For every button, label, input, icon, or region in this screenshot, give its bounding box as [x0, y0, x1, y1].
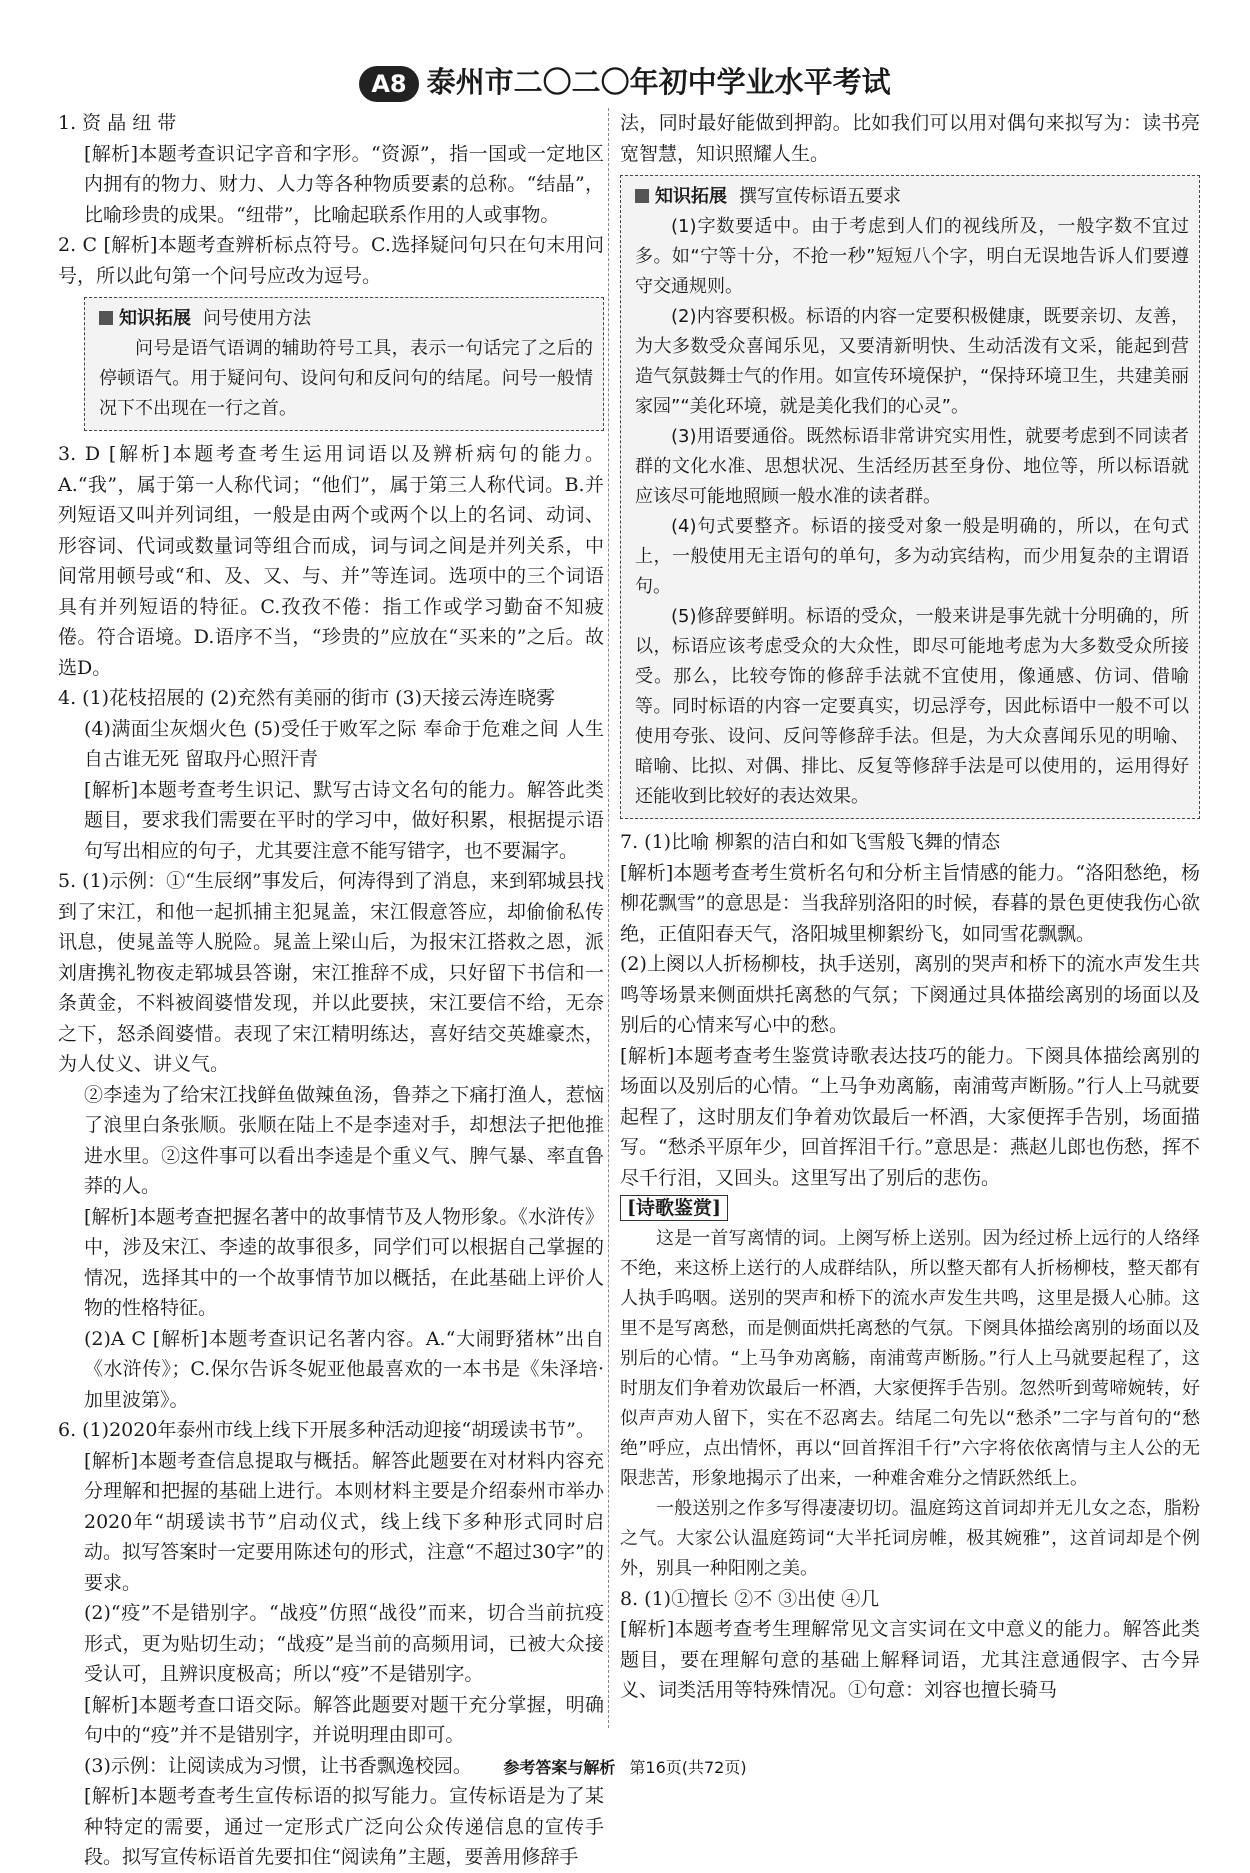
q4-analysis: [解析]本题考查考生识记、默写古诗文名句的能力。解答此类题目，要求我们需要在平时的学习中，做好积累，根据提示语句写出相应的句子，尤其要注意不能写错字，也不要漏字。 — [84, 778, 604, 862]
right-column — [620, 108, 1200, 1706]
q6-analysis-a: [解析]本题考查信息提取与概括。解答此题要在对材料内容充分理解和把握的基础上进行。本则材料主要是介绍泰州市举办2020年“胡瑗读书节”启动仪式，线上线下多种形式同时启动。拟写答案时一定要用陈述句的形式，注意“不超过30字”的要求。 — [84, 1449, 604, 1594]
q8-analysis-a: [解析]本题考查考生理解常见文言实词在文中意义的能力。解答此类题目，要在理解句意的基础上解释词语，尤其注意通假字、古今异义、词类活用等特殊情况。①句意：刘容也擅长骑马 — [620, 1618, 1200, 1701]
q6-analysis-b: [解析]本题考查口语交际。解答此题要对题干充分掌握，明确句中的“疫”并不是错别字，并说明理由即可。 — [84, 1693, 604, 1746]
q6-analysis-cont: 法，同时最好能做到押韵。比如我们可以用对偶句来拟写为：读书亮宽智慧，知识照耀人生。 — [620, 112, 1200, 165]
box-title: 知识拓展 — [119, 308, 191, 329]
q7-answer-b: (2)上阕以人折杨柳枝，执手送别，离别的哭声和桥下的流水声发生共鸣等场景来侧面烘托离愁的气氛；下阕通过具体描绘离别的场面以及别后的心情来写心中的愁。 — [620, 953, 1200, 1036]
box-point-5: (5)修辞要鲜明。标语的受众，一般来讲是事先就十分明确的，所以，标语应该考虑受众的大众性，即尽可能地考虑为大多数受众所接受。那么，比较夸饰的修辞手法就不宜使用，像通感、仿词、借喻等。同时标语的内容一定要真实，切忌浮夸，因此标语中一般不可以使用夸张、设问、反问等修辞手法。但是，为大众喜闻乐见的明喻、暗喻、比拟、对偶、排比、反复等修辞手法是可以使用的，运用得好还能收到比较好的表达效果。 — [635, 606, 1189, 807]
column-divider — [608, 108, 610, 1728]
q3-answer: 3. D [解析]本题考查考生运用词语以及辨析病句的能力。A.“我”，属于第一人称代词；“他们”，属于第三人称代词。B.并列短语又叫并列词组，一般是由两个或两个以上的名词、动词、形容词、代词或数量词等组合而成，词与词之间是并列关系，中间常用顿号或“和、及、又、与、并”等连词。选项中的三个词语具有并列短语的特征。C.孜孜不倦：指工作或学习勤奋不知疲倦。符合语境。D.语序不当，“珍贵的”应放在“买来的”之后。故选D。 — [58, 443, 604, 679]
section-badge: A8 — [359, 66, 418, 102]
box-point-4: (4)句式要整齐。标语的接受对象一般是明确的，所以，在句式上，一般使用无主语句的单句，多为动宾结构，而少用复杂的主谓语句。 — [635, 516, 1189, 597]
box-subtitle: 撰写宣传标语五要求 — [739, 186, 901, 207]
q6-answer-a: 6. (1)2020年泰州市线上线下开展多种活动迎接“胡瑗读书节”。 — [58, 1419, 595, 1441]
footer-title: 参考答案与解析 — [503, 1758, 616, 1777]
q7-answer-a: 7. (1)比喻 柳絮的洁白和如飞雪般飞舞的情态 — [620, 831, 1001, 853]
q6-analysis-c: [解析]本题考查考生宣传标语的拟写能力。宣传标语是为了某种特定的需要，通过一定形式广泛向公众传递信息的宣传手段。拟写宣传标语首先要扣住“阅读角”主题，要善用修辞手 — [84, 1785, 604, 1868]
q2-answer: 2. C [解析]本题考查辨析标点符号。C.选择疑问句只在句末用问号，所以此句第一个问号应改为逗号。 — [58, 234, 604, 287]
q8-answer-a: 8. (1)①擅长 ②不 ③出使 ④几 — [620, 1587, 880, 1610]
box-body: 问号是语气语调的辅助符号工具，表示一句话完了之后的停顿语气。用于疑问句、设问句和反问句的结尾。问号一般情况下不出现在一行之首。 — [99, 338, 593, 419]
poem-appreciation-p1: 这是一首写离情的词。上阕写桥上送别。因为经过桥上远行的人络绎不绝，来这桥上送行的人成群结队，所以整天都有人折杨柳枝，整天都有人执手呜咽。送别的哭声和桥下的流水声发生共鸣，这里是摄人心肺。这里不是写离愁，而是侧面烘托离愁的气氛。下阕具体描绘离别的场面以及别后的心情。“上马争劝离觞，南浦莺声断肠。”行人上马就要起程了，这时朋友们争着劝饮最后一杯酒，大家便挥手告别。忽然听到莺啼婉转，好似声声劝人留下，实在不忍离去。结尾二句先以“愁杀”二字与首句的“愁绝”呼应，点出情怀，再以“回首挥泪千行”六字将依依离情与主人公的无限悲苦，形象地揭示了出来，一种难舍难分之情跃然纸上。 — [620, 1227, 1200, 1489]
q5-answer-a: 5. (1)示例：①“生辰纲”事发后，何涛得到了消息，来到郓城县找到了宋江，和他一起抓捕主犯晁盖，宋江假意答应，却偷偷私传讯息，使晁盖等人脱险。晁盖上梁山后，为报宋江搭救之恩，派刘唐携礼物夜走郓城县答谢，宋江推辞不成，只好留下书信和一条黄金，不料被阎婆惜发现，并以此要挟，宋江要信不给，无奈之下，怒杀阎婆惜。表现了宋江精明练达，喜好结交英雄豪杰，为人仗义、讲义气。 — [58, 870, 604, 1075]
knowledge-icon — [99, 311, 113, 325]
box-subtitle: 问号使用方法 — [203, 308, 311, 329]
q1-answer: 1. 资 晶 纽 带 — [58, 112, 177, 134]
q1-analysis: [解析]本题考查识记字音和字形。“资源”，指一国或一定地区内拥有的物力、财力、人力等各种物质要素的总称。“结晶”，比喻珍贵的成果。“纽带”，比喻起联系作用的人或事物。 — [84, 142, 604, 226]
q7-analysis-a: [解析]本题考查考生赏析名句和分析主旨情感的能力。“洛阳愁绝，杨柳花飘雪”的意思是：当我辞别洛阳的时候，春暮的景色更使我伤心欲绝，正值阳春天气，洛阳城里柳絮纷飞，如同雪花飘飘。 — [620, 861, 1200, 945]
q6-answer-c: (3)示例：让阅读成为习惯，让书香飘逸校园。 — [84, 1754, 472, 1777]
page-footer — [0, 1755, 1250, 1778]
knowledge-box-slogan — [620, 175, 1200, 819]
page-header — [0, 60, 1250, 102]
q6-answer-b: (2)“疫”不是错别字。“战疫”仿照“战役”而来，切合当前抗疫形式，更为贴切生动；“战疫”是当前的高频用词，已被大众接受认可，且辨识度极高；所以“疫”不是错别字。 — [84, 1602, 604, 1685]
q5-answer-c: (2)A C [解析]本题考查识记名著内容。A.“大闹野猪林”出自《水浒传》；C.保尔告诉冬妮亚他最喜欢的一本书是《朱泽培·加里波第》。 — [84, 1327, 604, 1411]
box-title: 知识拓展 — [655, 186, 727, 207]
poem-appreciation-label: [诗歌鉴赏] — [620, 1195, 728, 1221]
q4-answer-a: 4. (1)花枝招展的 (2)充然有美丽的街市 (3)天接云涛连晓雾 — [58, 687, 555, 709]
q5-answer-b: ②李逵为了给宋江找鲜鱼做辣鱼汤，鲁莽之下痛打渔人，惹恼了浪里白条张顺。张顺在陆上不是李逵对手，却想法子把他推进水里。②这件事可以看出李逵是个重义气、脾气暴、率直鲁莽的人。 — [84, 1083, 604, 1197]
exam-title: 泰州市二〇二〇年初中学业水平考试 — [426, 65, 891, 99]
box-point-2: (2)内容要积极。标语的内容一定要积极健康，既要亲切、友善，为大多数受众喜闻乐见，又要清新明快、生动活泼有文采，能起到营造气氛鼓舞士气的作用。如宣传环境保护，“保持环境卫生，共建美丽家园”“美化环境，就是美化我们的心灵”。 — [635, 306, 1189, 417]
q5-analysis: [解析]本题考查把握名著中的故事情节及人物形象。《水浒传》中，涉及宋江、李逵的故事很多，同学们可以根据自己掌握的情况，选择其中的一个故事情节加以概括，在此基础上评价人物的性格特征。 — [84, 1205, 604, 1319]
q7-analysis-b: [解析]本题考查考生鉴赏诗歌表达技巧的能力。下阕具体描绘离别的场面以及别后的心情。“上马争劝离觞，南浦莺声断肠。”行人上马就要起程了，这时朋友们争着劝饮最后一杯酒，大家便挥手告别，场面描写。“愁杀平原年少，回首挥泪千行。”意思是：燕赵儿郎也伤愁，挥不尽千行泪，又回头。这里写出了别后的悲伤。 — [620, 1044, 1200, 1189]
knowledge-icon — [635, 189, 649, 203]
box-point-3: (3)用语要通俗。既然标语非常讲究实用性，就要考虑到不同读者群的文化水准、思想状况、生活经历甚至身份、地位等，所以标语就应该尽可能地照顾一般水准的读者群。 — [635, 426, 1189, 507]
left-column — [58, 108, 604, 1873]
q4-answer-b: (4)满面尘灰烟火色 (5)受任于败军之际 奉命于危难之间 人生自古谁无死 留取丹心照汗青 — [84, 717, 604, 770]
box-point-1: (1)字数要适中。由于考虑到人们的视线所及，一般字数不宜过多。如“宁等十分，不抢一秒”短短八个字，明白无误地告诉人们要遵守交通规则。 — [635, 216, 1189, 297]
page-number: 第16页(共72页) — [629, 1758, 747, 1777]
poem-appreciation-p2: 一般送别之作多写得凄凄切切。温庭筠这首词却并无儿女之态，脂粉之气。大家公认温庭筠词“大半托词房帷，极其婉雅”，这首词却是个例外，别具一种阳刚之美。 — [620, 1497, 1200, 1579]
knowledge-box-question-mark — [84, 297, 604, 431]
